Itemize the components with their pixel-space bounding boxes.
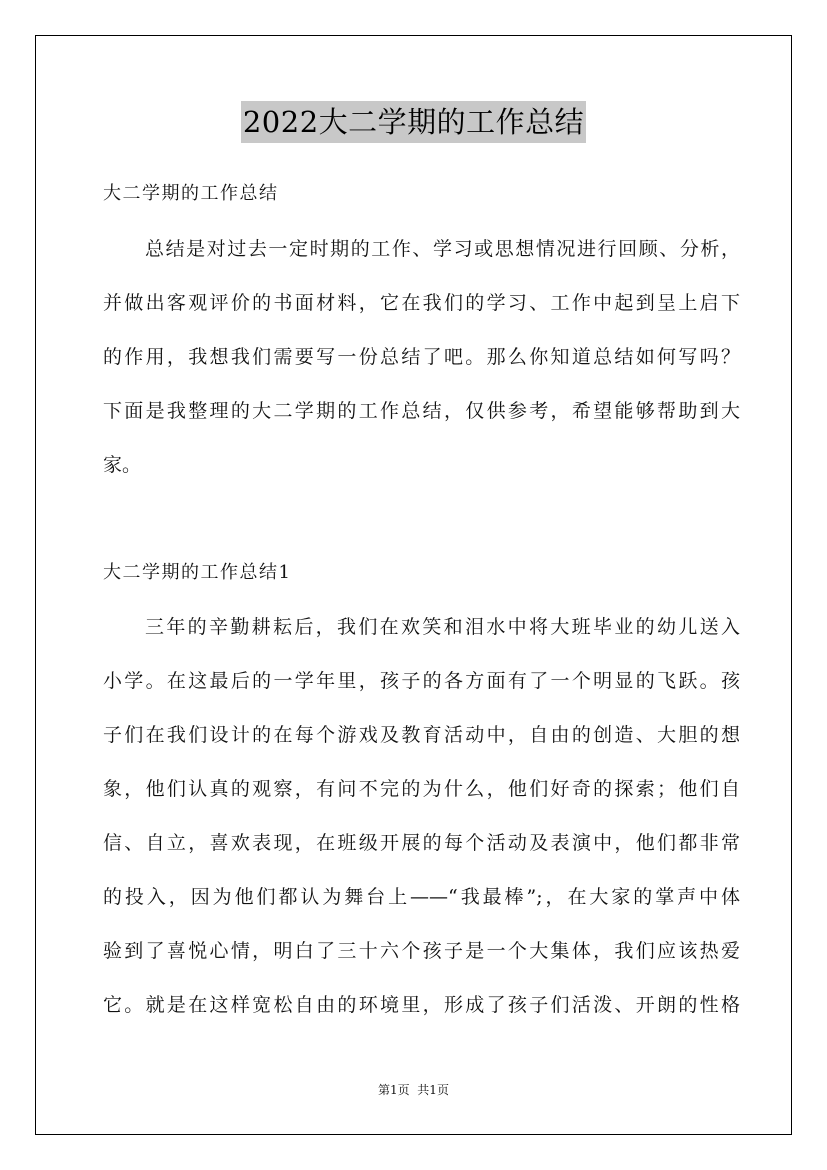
section1-paragraph-line: 三年的辛勤耕耘后，我们在欢笑和泪水中将大班毕业的幼儿送入 [145,616,740,638]
intro-paragraph-line: 下面是我整理的大二学期的工作总结，仅供参考，希望能够帮助到大 [103,400,740,422]
intro-heading: 大二学期的工作总结 [103,183,279,204]
section1-paragraph-line: 它。就是在这样宽松自由的环境里，形成了孩子们活泼、开朗的性格 [103,994,740,1016]
title-container [0,101,827,143]
intro-paragraph-line: 家。 [103,454,142,476]
intro-paragraph-line: 的作用，我想我们需要写一份总结了吧。那么你知道总结如何写吗？ [103,346,740,368]
section1-paragraph-line: 子们在我们设计的在每个游戏及教育活动中，自由的创造、大胆的想 [103,724,740,746]
page-footer: 第1页 共1页 [378,1083,449,1097]
section1-heading: 大二学期的工作总结1 [103,562,292,583]
intro-paragraph-line: 并做出客观评价的书面材料，它在我们的学习、工作中起到呈上启下 [103,292,740,314]
section1-paragraph-line: 验到了喜悦心情，明白了三十六个孩子是一个大集体，我们应该热爱 [103,940,740,962]
section1-paragraph-line: 信、自立，喜欢表现，在班级开展的每个活动及表演中，他们都非常 [103,832,740,854]
intro-paragraph-line: 总结是对过去一定时期的工作、学习或思想情况进行回顾、分析， [145,238,740,260]
section1-paragraph-line: 的投入，因为他们都认为舞台上——“我最棒”;，在大家的掌声中体 [103,886,740,908]
section1-paragraph-line: 小学。在这最后的一学年里，孩子的各方面有了一个明显的飞跃。孩 [103,670,740,692]
section1-paragraph-line: 象，他们认真的观察，有问不完的为什么，他们好奇的探索；他们自 [103,778,740,800]
document-title: 2022大二学期的工作总结 [241,101,586,143]
